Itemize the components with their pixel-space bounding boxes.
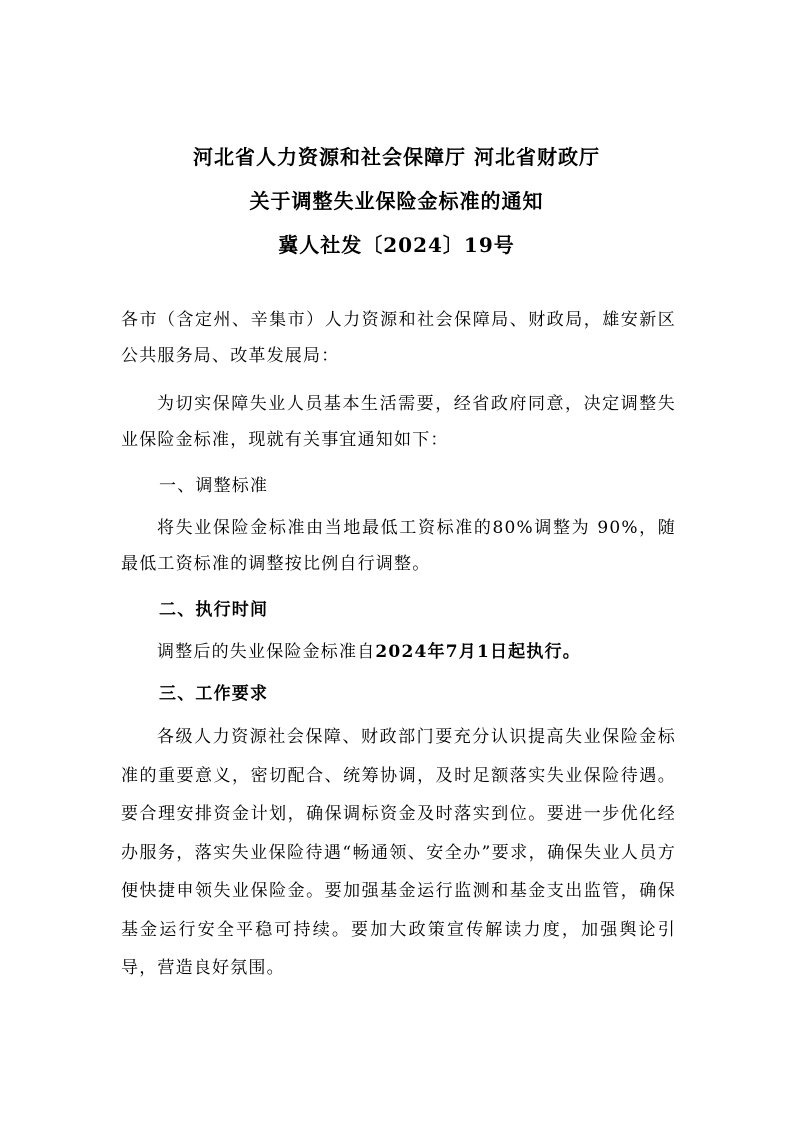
- intro-paragraph: 为切实保障失业人员基本生活需要，经省政府同意，决定调整失业保险金标准，现就有关事宜通知如下：: [121, 394, 676, 450]
- section-3-heading: 三、工作要求: [159, 684, 269, 704]
- effective-date: 2024年7月1日起执行。: [375, 642, 581, 662]
- notice-title: 关于调整失业保险金标准的通知: [249, 189, 544, 213]
- section-1-body: 将失业保险金标准由当地最低工资标准的80%调整为 90%，随最低工资标准的调整按比例自行调整。: [121, 518, 676, 574]
- document-number: 冀人社发〔2024〕19号: [278, 233, 515, 257]
- salutation: 各市（含定州、辛集市）人力资源和社会保障局、财政局，雄安新区公共服务局、改革发展局：: [121, 310, 676, 366]
- section-1-heading: 一、调整标准: [159, 476, 269, 496]
- section-2-body: [121, 634, 676, 670]
- section-2-body-text: 调整后的失业保险金标准自: [157, 642, 376, 662]
- section-3-body: 各级人力资源社会保障、财政部门要充分认识提高失业保险金标准的重要意义，密切配合、统筹协调，及时足额落实失业保险待遇。要合理安排资金计划，确保调标资金及时落实到位。要进一步优化经办服务，落实失业保险待遇“畅通领、安全办”要求，确保失业人员方便快捷申领失业保险金。要加强基金运行监测和基金支出监管，确保基金运行安全平稳可持续。要加大政策宣传解读力度，加强舆论引导，营造良好氛围。: [121, 727, 676, 978]
- section-2-heading: 二、执行时间: [159, 600, 269, 620]
- issuer-title: 河北省人力资源和社会保障厅 河北省财政厅: [193, 145, 600, 169]
